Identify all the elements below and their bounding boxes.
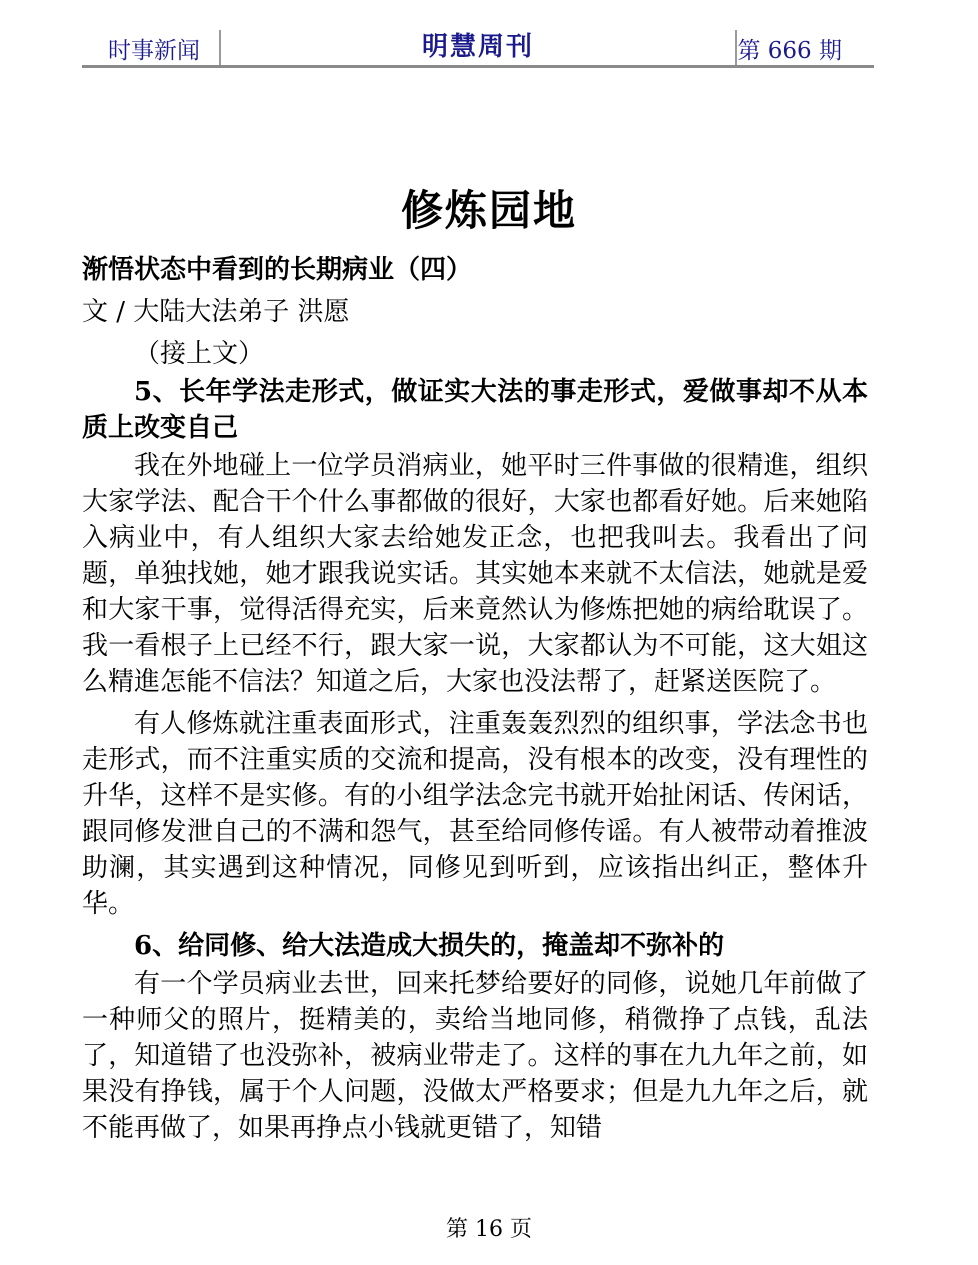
article-byline: 文 / 大陆大法弟子 洪愿	[82, 297, 350, 327]
continued-note: （接上文）	[134, 339, 265, 369]
article-title: 渐悟状态中看到的长期病业（四）	[82, 255, 473, 285]
header-issue-number: 第 666 期	[737, 38, 842, 64]
subheading-6: 6、给同修、给大法造成大损失的，掩盖却不弥补的	[134, 931, 725, 961]
subheading-5: 5、长年学法走形式，做证实大法的事走形式，爱做事却不从本质上改变自己	[82, 377, 868, 443]
paragraph: 我在外地碰上一位学员消病业，她平时三件事做的很精進，组织大家学法、配合干个什么事都做的很好，大家也都看好她。后来她陷入病业中，有人组织大家去给她发正念，也把我叫去。我看出了问题，单独找她，她才跟我说实话。其实她本来就不太信法，她就是爱和大家干事，觉得活得充实，后来竟然认为修炼把她的病给耽误了。我一看根子上已经不行，跟大家一说，大家都认为不可能，这大姐这么精進怎能不信法？知道之后，大家也没法帮了，赶紧送医院了。	[82, 451, 868, 697]
paragraph: 有一个学员病业去世，回来托梦给要好的同修，说她几年前做了一种师父的照片，挺精美的，卖给当地同修，稍微挣了点钱，乱法了，知道错了也没弥补，被病业带走了。这样的事在九九年之前，如果没有挣钱，属于个人问题，没做太严格要求；但是九九年之后，就不能再做了，如果再挣点小钱就更错了，知错	[82, 969, 868, 1143]
header-category: 时事新闻	[108, 38, 200, 64]
page-header	[82, 24, 874, 66]
paragraph: 有人修炼就注重表面形式，注重轰轰烈烈的组织事，学法念书也走形式，而不注重实质的交流和提高，没有根本的改变，没有理性的升华，这样不是实修。有的小组学法念完书就开始扯闲话、传闲话，跟同修发泄自己的不满和怨气，甚至给同修传谣。有人被带动着推波助澜，其实遇到这种情况，同修见到听到，应该指出纠正，整体升华。	[82, 709, 868, 919]
header-rule	[82, 65, 874, 68]
section-title: 修炼园地	[400, 186, 577, 235]
header-publication-title: 明慧周刊	[421, 32, 534, 62]
page-number: 第 16 页	[446, 1217, 532, 1242]
article-body	[82, 252, 868, 1152]
